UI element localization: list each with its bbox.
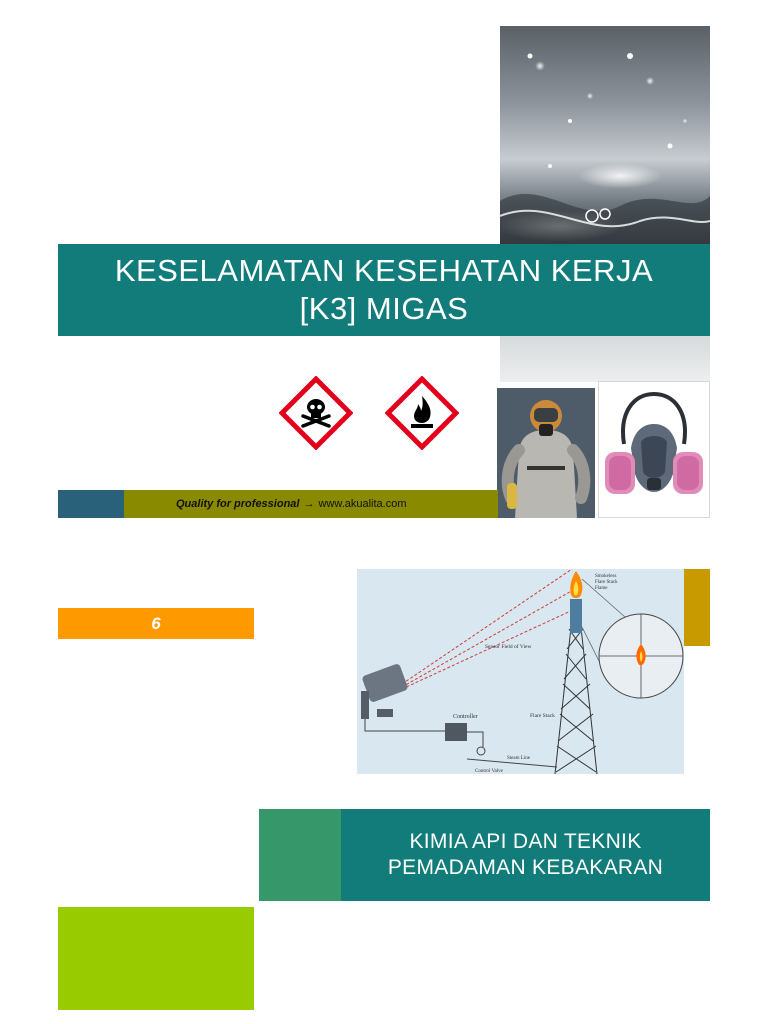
respirator-mask-photo (598, 381, 710, 518)
toxic-skull-hazard-icon (279, 376, 353, 450)
controller-box (445, 723, 467, 741)
label-flare-stack-2: Flare Stack (530, 713, 555, 719)
subtitle-banner (341, 809, 710, 901)
footer-teal-block (58, 490, 124, 518)
chapter-number: 6 (151, 614, 161, 633)
label-control-valve: Control Valve (475, 769, 503, 774)
footer-website: www.akualita.com (318, 498, 407, 510)
label-sensor-fov: Sensor Field of View (485, 644, 532, 650)
label-steam-line: Steam Line (507, 756, 530, 761)
green-accent-tab (259, 809, 341, 901)
flare-stack-diagram (357, 569, 684, 774)
label-flame: Flame (595, 586, 608, 591)
footer-bar (124, 490, 498, 518)
title-banner (58, 244, 710, 336)
gold-accent-tab (684, 569, 710, 646)
flammable-flame-hazard-icon (385, 376, 459, 450)
label-flare-stack: Flare Stack (595, 580, 618, 585)
flare-stack-pipe (570, 599, 582, 633)
subtitle-line-1: KIMIA API DAN TEKNIK (409, 830, 642, 853)
water-splash-photo (500, 26, 710, 248)
arrow-right-icon: → (303, 498, 315, 510)
label-smokeless: Smokeless (595, 574, 617, 579)
footer-tagline: Quality for professional (176, 498, 300, 510)
lime-accent-block (58, 907, 254, 1010)
flare-stack-tower (555, 609, 597, 774)
title-line-2: [K3] MIGAS (299, 291, 469, 326)
label-controller: Controller (453, 714, 478, 720)
sensor-viewfinder (582, 579, 683, 698)
subtitle-line-2: PEMADAMAN KEBAKARAN (387, 856, 664, 879)
ppe-suit-photo (497, 388, 595, 518)
light-gray-panel (500, 336, 710, 382)
title-line-1: KESELAMATAN KESEHATAN KERJA (114, 253, 654, 288)
ir-sensor-camera (361, 663, 409, 719)
chapter-number-bar (58, 608, 254, 639)
